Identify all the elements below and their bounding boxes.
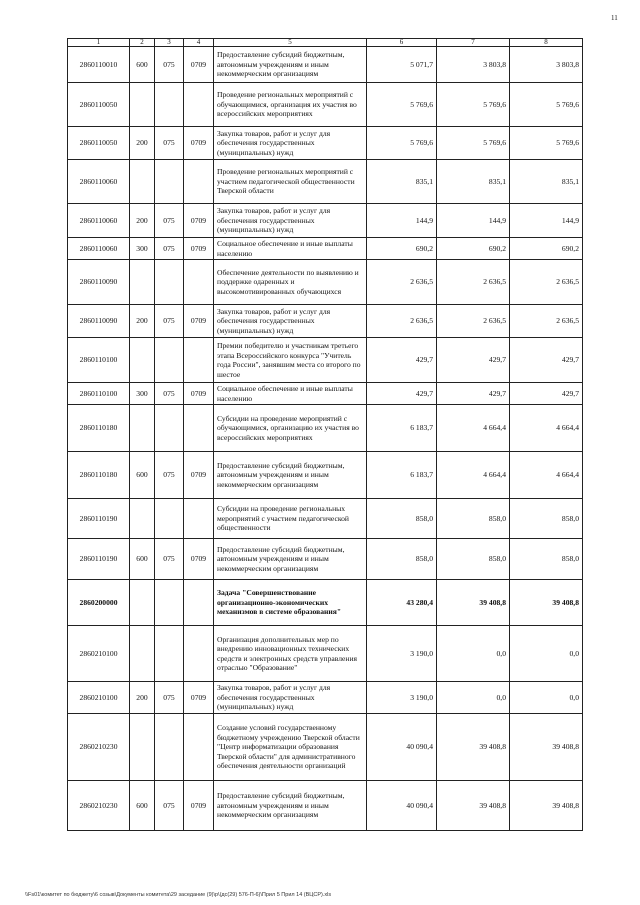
row-value-6: 835,1	[367, 160, 437, 204]
row-value-6: 5 071,7	[367, 47, 437, 83]
row-col4: 0709	[184, 238, 214, 260]
row-code: 2860110100	[68, 338, 130, 383]
row-col4	[184, 160, 214, 204]
row-col3: 075	[155, 452, 184, 499]
table-row	[68, 405, 583, 452]
column-number-row	[68, 39, 583, 47]
row-col2: 200	[130, 682, 155, 714]
row-value-6: 6 183,7	[367, 405, 437, 452]
row-code: 2860110050	[68, 127, 130, 160]
row-value-8: 5 769,6	[510, 127, 583, 160]
row-name: Субсидии на проведение региональных мероприятий с участием педагогической общественности	[214, 499, 367, 539]
table-row	[68, 238, 583, 260]
row-value-6: 40 090,4	[367, 781, 437, 831]
column-header: 1	[68, 39, 130, 47]
row-value-8: 0,0	[510, 682, 583, 714]
row-col2	[130, 626, 155, 682]
row-col2	[130, 714, 155, 781]
page-number: 11	[611, 14, 618, 22]
row-value-7: 4 664,4	[437, 452, 510, 499]
row-value-7: 2 636,5	[437, 260, 510, 305]
row-col4	[184, 338, 214, 383]
row-value-8: 2 636,5	[510, 305, 583, 338]
row-value-6: 429,7	[367, 338, 437, 383]
row-col2: 200	[130, 204, 155, 238]
row-value-8: 858,0	[510, 499, 583, 539]
row-col3: 075	[155, 305, 184, 338]
table-row	[68, 160, 583, 204]
row-value-8: 144,9	[510, 204, 583, 238]
table-row	[68, 714, 583, 781]
row-col3: 075	[155, 682, 184, 714]
row-name: Предоставление субсидий бюджетным, автономным учреждениям и иным некоммерческим организациям	[214, 47, 367, 83]
table-row	[68, 305, 583, 338]
row-col2	[130, 160, 155, 204]
column-header: 8	[510, 39, 583, 47]
row-name: Предоставление субсидий бюджетным, автономным учреждениям и иным некоммерческим организациям	[214, 452, 367, 499]
row-value-6: 858,0	[367, 539, 437, 580]
row-value-8: 2 636,5	[510, 260, 583, 305]
row-code: 2860210100	[68, 626, 130, 682]
row-col3: 075	[155, 47, 184, 83]
row-name: Предоставление субсидий бюджетным, автономным учреждениям и иным некоммерческим организациям	[214, 539, 367, 580]
row-code: 2860110190	[68, 499, 130, 539]
row-code: 2860210230	[68, 714, 130, 781]
file-path-footer: \\Fs01\комитет по бюджету\6 созыв\Документы комитета\29 заседание (9)\р\(дс(29) 576-П-6)\Прил 5 Прил 14 (ВЦСР).xls	[25, 892, 332, 898]
row-col3	[155, 626, 184, 682]
column-header: 5	[214, 39, 367, 47]
row-col2: 600	[130, 452, 155, 499]
row-col2	[130, 580, 155, 626]
row-value-8: 429,7	[510, 338, 583, 383]
row-col4: 0709	[184, 452, 214, 499]
row-value-6: 2 636,5	[367, 260, 437, 305]
table-row	[68, 204, 583, 238]
row-name: Закупка товаров, работ и услуг для обеспечения государственных (муниципальных) нужд	[214, 204, 367, 238]
row-col3	[155, 338, 184, 383]
row-col3	[155, 499, 184, 539]
row-code: 2860210230	[68, 781, 130, 831]
row-col4: 0709	[184, 781, 214, 831]
row-value-7: 0,0	[437, 682, 510, 714]
row-col2: 300	[130, 383, 155, 405]
row-col3	[155, 405, 184, 452]
row-name: Организация дополнительных мер по внедрению инновационных технических средств и электронных средств управления отраслью "Образование"	[214, 626, 367, 682]
row-value-6: 40 090,4	[367, 714, 437, 781]
row-col4: 0709	[184, 127, 214, 160]
row-col3: 075	[155, 781, 184, 831]
row-value-6: 3 190,0	[367, 626, 437, 682]
row-code: 2860110100	[68, 383, 130, 405]
row-name: Социальное обеспечение и иные выплаты населению	[214, 238, 367, 260]
column-header: 2	[130, 39, 155, 47]
row-value-6: 5 769,6	[367, 127, 437, 160]
row-value-7: 5 769,6	[437, 83, 510, 127]
row-code: 2860200000	[68, 580, 130, 626]
row-value-8: 429,7	[510, 383, 583, 405]
row-col3	[155, 714, 184, 781]
row-col4	[184, 626, 214, 682]
table-row	[68, 539, 583, 580]
table-row	[68, 127, 583, 160]
row-col4: 0709	[184, 204, 214, 238]
row-value-8: 0,0	[510, 626, 583, 682]
row-col2	[130, 83, 155, 127]
row-value-6: 3 190,0	[367, 682, 437, 714]
row-value-7: 690,2	[437, 238, 510, 260]
row-value-6: 144,9	[367, 204, 437, 238]
row-col3	[155, 160, 184, 204]
row-value-8: 690,2	[510, 238, 583, 260]
row-value-7: 4 664,4	[437, 405, 510, 452]
row-code: 2860110180	[68, 405, 130, 452]
row-name: Социальное обеспечение и иные выплаты населению	[214, 383, 367, 405]
row-col3: 075	[155, 204, 184, 238]
row-name: Субсидии на проведение мероприятий с обучающимися, организацию их участия во всероссийских мероприятиях	[214, 405, 367, 452]
column-header: 6	[367, 39, 437, 47]
row-value-6: 429,7	[367, 383, 437, 405]
column-header: 3	[155, 39, 184, 47]
budget-table	[67, 38, 583, 831]
row-name: Премии победителю и участникам третьего этапа Всероссийского конкурса "Учитель года России", занявшим места со второго по шестое	[214, 338, 367, 383]
row-value-8: 5 769,6	[510, 83, 583, 127]
table-row	[68, 383, 583, 405]
row-value-7: 39 408,8	[437, 714, 510, 781]
table-row	[68, 338, 583, 383]
row-value-8: 3 803,8	[510, 47, 583, 83]
row-col2	[130, 338, 155, 383]
row-name: Создание условий государственному бюджетному учреждению Тверской области "Центр информатизации образования Тверской области" для административного обеспечения деятельности организаций	[214, 714, 367, 781]
row-name: Закупка товаров, работ и услуг для обеспечения государственных (муниципальных) нужд	[214, 127, 367, 160]
row-col2: 200	[130, 305, 155, 338]
row-value-8: 39 408,8	[510, 781, 583, 831]
row-value-7: 144,9	[437, 204, 510, 238]
row-value-7: 3 803,8	[437, 47, 510, 83]
row-value-7: 39 408,8	[437, 580, 510, 626]
row-name: Проведение региональных мероприятий с обучающимися, организация их участия во всероссийских мероприятиях	[214, 83, 367, 127]
row-col2: 300	[130, 238, 155, 260]
row-value-8: 4 664,4	[510, 452, 583, 499]
table-row	[68, 47, 583, 83]
table-body	[68, 47, 583, 831]
row-value-8: 835,1	[510, 160, 583, 204]
row-col2: 600	[130, 539, 155, 580]
row-value-6: 858,0	[367, 499, 437, 539]
row-name: Задача "Совершенствование организационно-экономических механизмов в системе образования"	[214, 580, 367, 626]
row-col4: 0709	[184, 305, 214, 338]
row-code: 2860110050	[68, 83, 130, 127]
row-col4	[184, 83, 214, 127]
table-row	[68, 499, 583, 539]
row-code: 2860110010	[68, 47, 130, 83]
row-col4: 0709	[184, 47, 214, 83]
row-col3	[155, 580, 184, 626]
row-col3: 075	[155, 539, 184, 580]
row-value-7: 5 769,6	[437, 127, 510, 160]
row-code: 2860110090	[68, 260, 130, 305]
table-row	[68, 781, 583, 831]
row-value-7: 835,1	[437, 160, 510, 204]
row-name: Проведение региональных мероприятий с участием педагогической общественности Тверской области	[214, 160, 367, 204]
row-col2: 600	[130, 47, 155, 83]
row-col2	[130, 405, 155, 452]
row-value-8: 858,0	[510, 539, 583, 580]
row-value-6: 6 183,7	[367, 452, 437, 499]
row-name: Закупка товаров, работ и услуг для обеспечения государственных (муниципальных) нужд	[214, 305, 367, 338]
row-col3	[155, 83, 184, 127]
row-name: Предоставление субсидий бюджетным, автономным учреждениям и иным некоммерческим организациям	[214, 781, 367, 831]
row-value-6: 690,2	[367, 238, 437, 260]
row-value-7: 429,7	[437, 338, 510, 383]
column-header: 4	[184, 39, 214, 47]
table-row	[68, 260, 583, 305]
row-code: 2860210100	[68, 682, 130, 714]
row-value-7: 858,0	[437, 499, 510, 539]
row-code: 2860110090	[68, 305, 130, 338]
row-col4: 0709	[184, 682, 214, 714]
row-value-8: 4 664,4	[510, 405, 583, 452]
table-row	[68, 580, 583, 626]
row-col3	[155, 260, 184, 305]
row-code: 2860110180	[68, 452, 130, 499]
row-value-6: 43 280,4	[367, 580, 437, 626]
row-col4: 0709	[184, 539, 214, 580]
row-col4: 0709	[184, 383, 214, 405]
row-col3: 075	[155, 383, 184, 405]
row-col2: 600	[130, 781, 155, 831]
row-col2: 200	[130, 127, 155, 160]
row-col4	[184, 405, 214, 452]
row-col2	[130, 260, 155, 305]
row-col3: 075	[155, 238, 184, 260]
row-col4	[184, 580, 214, 626]
row-value-8: 39 408,8	[510, 580, 583, 626]
row-col4	[184, 714, 214, 781]
table-row	[68, 83, 583, 127]
row-value-7: 39 408,8	[437, 781, 510, 831]
row-code: 2860110060	[68, 238, 130, 260]
row-value-6: 2 636,5	[367, 305, 437, 338]
row-name: Обеспечение деятельности по выявлению и поддержке одаренных и высокомотивированных обучающихся	[214, 260, 367, 305]
row-col4	[184, 260, 214, 305]
row-col4	[184, 499, 214, 539]
row-value-8: 39 408,8	[510, 714, 583, 781]
row-value-7: 0,0	[437, 626, 510, 682]
row-value-7: 858,0	[437, 539, 510, 580]
row-code: 2860110060	[68, 160, 130, 204]
row-value-7: 2 636,5	[437, 305, 510, 338]
table-row	[68, 626, 583, 682]
row-code: 2860110060	[68, 204, 130, 238]
row-code: 2860110190	[68, 539, 130, 580]
row-value-6: 5 769,6	[367, 83, 437, 127]
row-col2	[130, 499, 155, 539]
row-value-7: 429,7	[437, 383, 510, 405]
row-name: Закупка товаров, работ и услуг для обеспечения государственных (муниципальных) нужд	[214, 682, 367, 714]
column-header: 7	[437, 39, 510, 47]
table-row	[68, 682, 583, 714]
table-row	[68, 452, 583, 499]
row-col3: 075	[155, 127, 184, 160]
